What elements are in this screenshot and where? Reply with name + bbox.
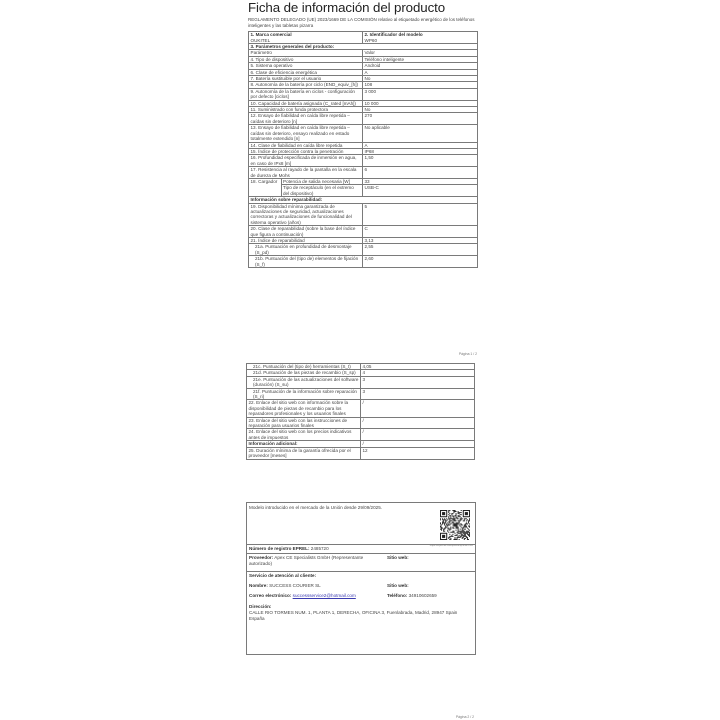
- row-value: /: [361, 429, 475, 441]
- row-value: 10 000: [363, 100, 478, 106]
- row-label: 5. Sistema operativo: [249, 63, 363, 69]
- table-row: [247, 400, 475, 417]
- row-label: 12. Ensayo de fiabilidad en caída libre repetida – caídas sin deterioro [n]: [249, 113, 363, 125]
- row-value: 5: [363, 203, 478, 226]
- page-footer: Página 2 / 2: [455, 715, 474, 719]
- row-label: 16. Profundidad especificada de inmersión en agua, en caso de IPx8 [m]: [249, 155, 363, 167]
- row-label: 21e. Puntuación de las actualizaciones del software (duración) (S_su): [247, 376, 361, 388]
- table-row: [249, 203, 478, 226]
- product-sheet-page-2: [242, 361, 474, 720]
- qr-code-icon[interactable]: [440, 510, 470, 540]
- page-footer: Página 1 / 2: [458, 352, 477, 356]
- table-row: [249, 226, 478, 238]
- row-label: 21b. Puntuación del (tipo de) elementos de fijación (S_f): [249, 256, 363, 268]
- table-row: [249, 113, 478, 125]
- model-value: WP60: [364, 37, 378, 43]
- general-params-header: 3. Parámetros generales del producto:: [249, 44, 478, 50]
- row-value: 4: [361, 370, 475, 376]
- trade-mark-label: 1. Marca comercial: [250, 32, 292, 38]
- product-info-table: [248, 31, 478, 268]
- charger-values: [363, 178, 478, 196]
- row-label: 25. Duración mínima de la garantía ofrecida por el proveedor [meses]: [247, 447, 361, 459]
- eprel-label: Número de registro EPREL:: [249, 546, 310, 551]
- row-label: 15. Índice de protección contra la penetración: [249, 148, 363, 154]
- row-label: 19. Disponibilidad mínima garantizada de actualizaciones de seguridad, actualizaciones correctoras y actualizaciones de funcionalidad del sistema operativo (años): [249, 203, 363, 226]
- row-label: Información adicional:: [247, 441, 361, 447]
- row-value: 270: [363, 113, 478, 125]
- charger-label: 18. Cargador: [249, 179, 281, 196]
- table-row: [249, 125, 478, 142]
- supplier-value: Apex CE Specialists GmbH (Representante autorizado): [249, 555, 364, 566]
- row-label: 8. Autonomía de la batería por ciclo (END_equiv_[h]): [249, 82, 363, 88]
- repairability-table-continued: [246, 363, 475, 460]
- supplier-box: [246, 544, 476, 655]
- row-label: 7. Batería sustituible por el usuario: [249, 76, 363, 82]
- row-label: 4. Tipo de dispositivo: [249, 56, 363, 62]
- repair-header: Información sobre reparabilidad:: [249, 197, 478, 203]
- table-row: [247, 417, 475, 429]
- value-header: Valor: [363, 50, 478, 56]
- table-row: [247, 447, 475, 459]
- row-label: 21. Índice de reparabilidad: [249, 238, 363, 244]
- email-link[interactable]: successservice2@hotmail.com: [292, 593, 356, 598]
- product-sheet-page-1: [248, 0, 477, 357]
- row-value: C: [363, 226, 478, 238]
- address-value: CALLE RIO TORMES NUM. 1, PLANTA 1, DERECHA, OFICINA 3, Fuenlabrada, Madrid, 28947 Spain España: [249, 610, 458, 621]
- table-row: [249, 155, 478, 167]
- row-label: 6. Clase de eficiencia energética: [249, 69, 363, 75]
- row-value: 1,50: [363, 155, 478, 167]
- row-value: No: [363, 76, 478, 82]
- table-row: [249, 167, 478, 179]
- charger-cell: [249, 178, 363, 196]
- table-row: [249, 244, 478, 256]
- trade-mark-cell: [249, 32, 363, 44]
- service-header: Servicio de atención al cliente:: [249, 573, 317, 578]
- row-value: IP68: [363, 148, 478, 154]
- trade-mark-value: OUKITEL: [250, 37, 271, 43]
- row-value: 3,13: [363, 238, 478, 244]
- row-value: 6: [363, 167, 478, 179]
- row-label: 17. Resistencia al rayado de la pantalla en la escala de dureza de Mohs: [249, 167, 363, 179]
- row-label: 23. Enlace del sitio web con las instrucciones de reparación para usuarios finales: [247, 417, 361, 429]
- row-label: 10. Capacidad de batería asignada (C_rated [mAh]): [249, 100, 363, 106]
- regulation-text: REGLAMENTO DELEGADO (UE) 2023/1669 DE LA COMISIÓN relativo al etiquetado energético de los teléfonos inteligentes y las tabletas pizarra: [248, 17, 475, 28]
- row-label: 21c. Puntuación del (tipo de) herramientas (S_t): [247, 364, 361, 370]
- qr-link[interactable]: https://eprel.ec.europa.eu/qr/2485720: [429, 544, 473, 547]
- row-label: 13. Ensayo de fiabilidad en caída libre repetida – caídas sin deterioro, ensayo realizado en estado totalmente extendido [n]: [249, 125, 363, 142]
- row-value: 3: [361, 388, 475, 400]
- charger-plug-label: Tipo de receptáculo (en el extremo del dispositivo): [283, 185, 354, 196]
- row-value: 12: [361, 447, 475, 459]
- phone-label: Teléfono:: [387, 593, 408, 598]
- row-value: No: [363, 107, 478, 113]
- address-label: Dirección:: [249, 604, 272, 609]
- row-value: A: [363, 142, 478, 148]
- supplier-label: Proveedor:: [249, 555, 274, 560]
- table-row: [247, 388, 475, 400]
- row-label: 9. Autonomía de la batería en ciclos - configuración por defecto [ciclos]: [249, 88, 363, 100]
- email-label: Correo electrónico:: [249, 593, 292, 598]
- row-value: 2,55: [363, 244, 478, 256]
- table-row: [247, 429, 475, 441]
- row-label: 11. Suministrado con funda protectora: [249, 107, 363, 113]
- row-value: /: [361, 417, 475, 429]
- param-header: Parámetro: [249, 50, 363, 56]
- row-label: 21a. Puntuación en profundidad de desmontaje (S_pd): [249, 244, 363, 256]
- row-value: 108: [363, 82, 478, 88]
- row-value: /: [361, 441, 475, 447]
- market-text: Modelo introducido en el mercado de la Unión desde 29/09/2025.: [249, 505, 383, 510]
- name-value: SUCCESS COURIER SL: [269, 583, 321, 588]
- table-row: [247, 376, 475, 388]
- row-value: 4,05: [361, 364, 475, 370]
- row-label: 20. Clase de reparabilidad (sobre la base del índice que figura a continuación): [249, 226, 363, 238]
- charger-power-label: Potencia de salida necesaria [W]: [281, 179, 362, 185]
- document-title: Ficha de información del producto: [248, 0, 446, 15]
- row-label: 21f. Puntuación de la información sobre reparación (S_ri): [247, 388, 361, 400]
- charger-plug-value: USB-C: [364, 185, 379, 191]
- row-label: 21d. Puntuación de las piezas de recambio (S_sp): [247, 370, 361, 376]
- name-label: Nombre:: [249, 583, 268, 588]
- row-value: /: [361, 400, 475, 417]
- row-value: 2,60: [363, 256, 478, 268]
- row-value: 3 000: [363, 88, 478, 100]
- phone-value: 34910602659: [408, 593, 437, 598]
- table-row: [249, 88, 478, 100]
- model-cell: [363, 32, 478, 44]
- row-label: 14. Clase de fiabilidad en caída libre repetida: [249, 142, 363, 148]
- row-value: No aplicable: [363, 125, 478, 142]
- row-label: 22. Enlace del sitio web con información sobre la disponibilidad de piezas de recambio para los reparadores profesionales y los usuarios finales: [247, 400, 361, 417]
- table-row: [249, 256, 478, 268]
- model-label: 2. Identificador del modelo: [364, 32, 423, 38]
- charger-row: [249, 178, 478, 196]
- row-value: 3: [361, 376, 475, 388]
- row-label: 24. Enlace del sitio web con los precios indicativos antes de impuestos: [247, 429, 361, 441]
- row-value: Teléfono inteligente: [363, 56, 478, 62]
- service-web-label: Sitio web:: [387, 583, 409, 588]
- eprel-value: 2485720: [310, 546, 329, 551]
- row-value: A: [363, 69, 478, 75]
- supplier-web-label: Sitio web:: [387, 555, 409, 560]
- row-value: Android: [363, 63, 478, 69]
- charger-power-value: 33: [363, 179, 477, 185]
